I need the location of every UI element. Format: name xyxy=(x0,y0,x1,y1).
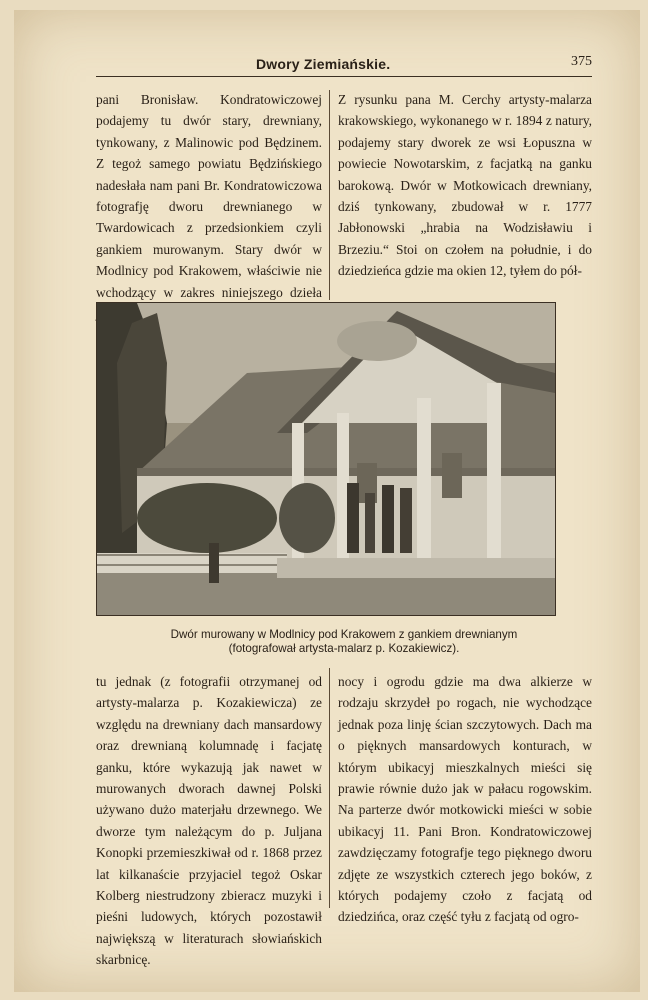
paragraph: nocy i ogrodu gdzie ma dwa alkierze w rodzaju skrzydeł po rogach, nie wychodzące jednak poza linję ścian szczytowych. Dach ma o pięknych mansardowych konturach, w którym ubikacyj mieszkalnych mieści się prawie równie dużo jak w pałacu rogowskim. Na parterze dwór motkowicki mieści w sobie ubikacyj 11. Pani Bron. Kondratowiczowej zawdzięczamy fotografje tego pięknego dworu zdjęte ze wszystkich czterech jego boków, z których podajemy czoło z facjatą od dziedzińca, oraz część tyłu z facjatą od ogro- xyxy=(338,674,592,925)
right-column-top xyxy=(338,89,592,282)
paragraph: pani Bronisław. Kondratowiczowej podajemy tu dwór stary, drewniany, tynkowany, z Malinowic pod Będzinem. Z tegoż samego powiatu Będzińskiego nadesłała nam pani Br. Kondratowiczowa fotografję dworu drewnianego w Twardowicach z przedsionkiem czyli gankiem murowanym. Stary dwór w Modlnicy pod Krakowem, właściwie nie wchodzący w zakres niniejszego dzieła xyxy=(96,92,322,300)
running-header xyxy=(96,48,592,74)
paragraph: Z rysunku pana M. Cerchy artysty-malarza krakowskiego, wykonanego w r. 1894 z natury, podajemy stary dworek ze wsi Łopuszna w powiecie Nowotarskim, z facjatką na ganku barokową. Dwór w Motkowicach drewniany, dziś tynkowany, zbudował w r. 1777 Jabłonowski „hrabia na Wodzisławiu i Brzeziu.“ Stoi on czołem na południe, i do dziedzieńca gdzie ma okien 12, tyłem do pół- xyxy=(338,92,592,279)
left-column-bottom xyxy=(96,671,322,971)
manor-photograph xyxy=(96,302,556,616)
caption-line-2: (fotografował artysta-malarz p. Kozakiewicz). xyxy=(228,642,460,655)
page-number: 375 xyxy=(571,54,592,69)
header-rule xyxy=(96,76,592,77)
caption-line-1: Dwór murowany w Modlnicy pod Krakowem z gankiem drewnianym xyxy=(170,628,518,641)
right-column-bottom xyxy=(338,671,592,928)
running-title: Dwory Ziemiańskie. xyxy=(256,56,391,72)
left-column-top xyxy=(96,89,322,324)
paragraph: tu jednak (z fotografii otrzymanej od artysty-malarza p. Kozakiewicza) ze względu na drewniany dach mansardowy oraz drewnianą kolumnadę i facjatę ganku, które wykazują jak nawet w murowanych dworach dawnej Polski używano dużo materjału drzewnego. We dworze tym należącym do p. Juljana Konopki przemieszkiwał od r. 1868 przez lat kilkanaście przyjaciel tegoż Oskar Kolberg niestrudzony zbieracz muzyki i pieśni ludowych, których pozostawił największą w literaturach słowiańskich skarbnicę. xyxy=(96,674,322,968)
column-divider-top xyxy=(329,90,330,300)
photo-caption xyxy=(96,628,592,656)
column-divider-bottom xyxy=(329,668,330,908)
